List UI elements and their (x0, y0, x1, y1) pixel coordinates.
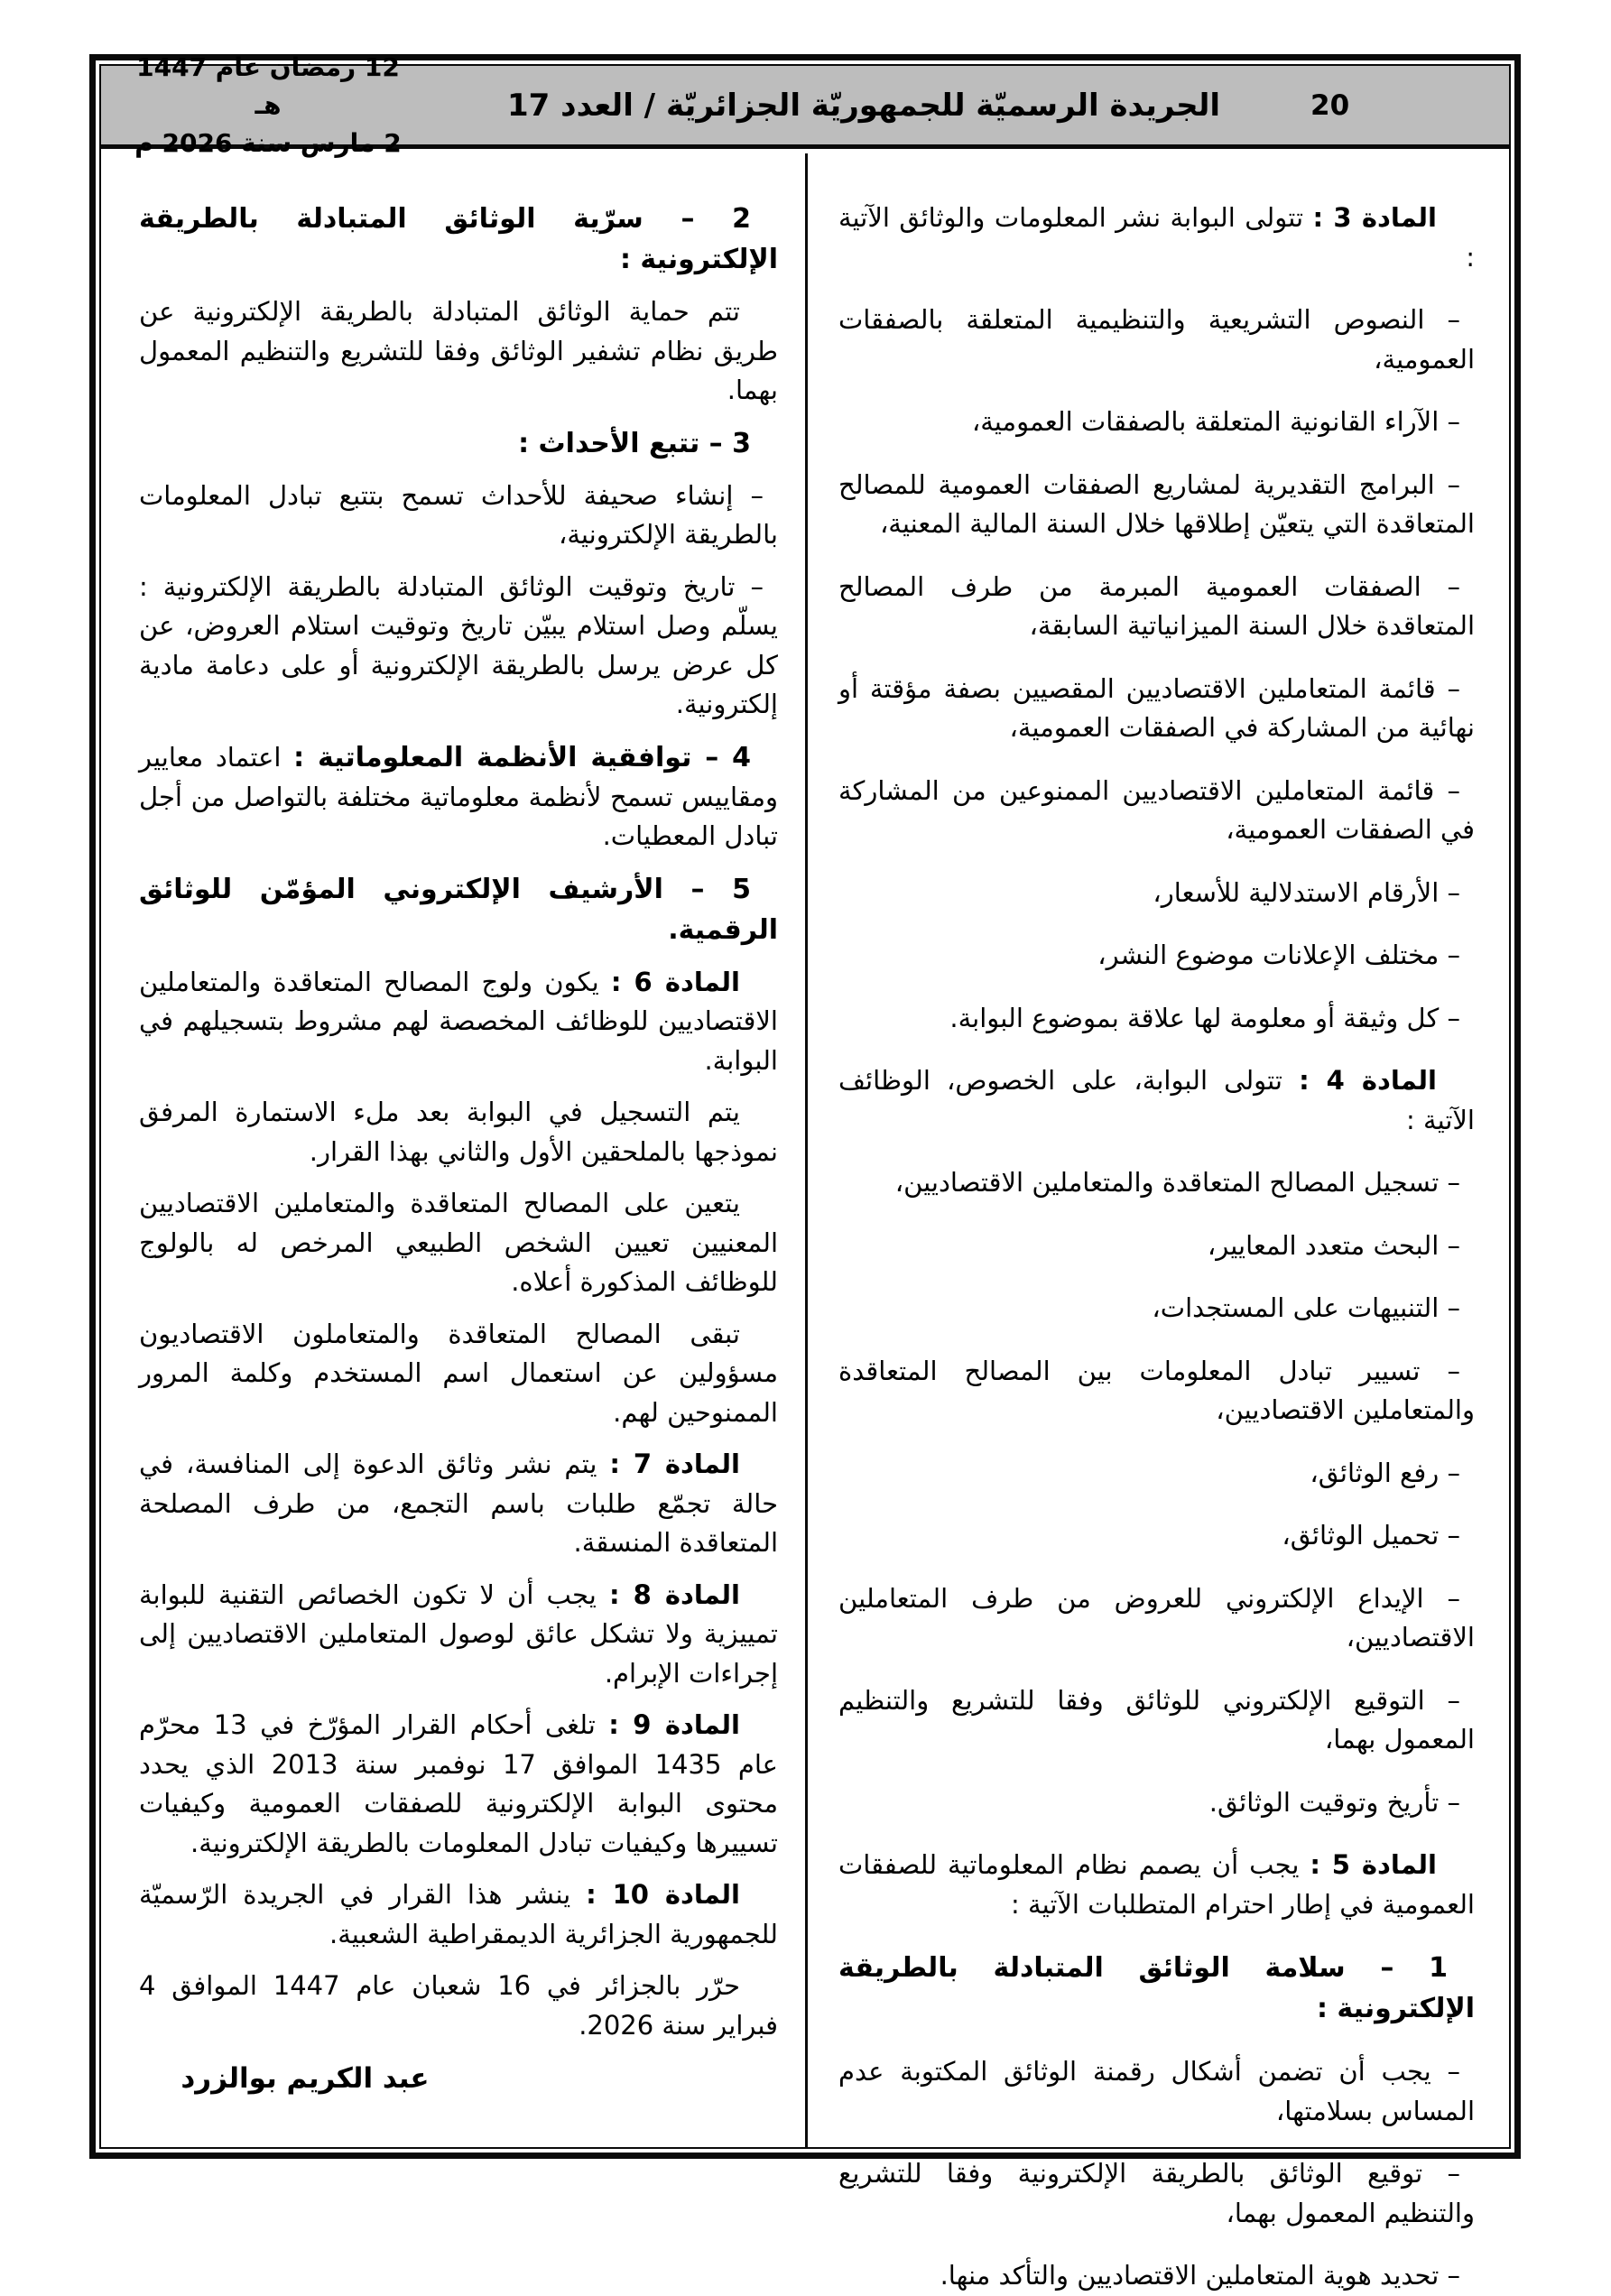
issue-dates (119, 49, 417, 162)
section-heading: 5 – الأرشيف الإلكتروني المؤمّن للوثائق الرقمية. (139, 873, 778, 946)
list-item: – الإيداع الإلكتروني للعروض من طرف المتعاملين الاقتصاديين، (838, 1582, 1475, 1653)
list-item: – قائمة المتعاملين الاقتصاديين الممنوعين من المشاركة في الصفقات العمومية، (838, 774, 1475, 845)
article-paragraph: المادة 10 : ينشر هذا القرار في الجريدة الرّسميّة للجمهورية الجزائرية الديمقراطية الشعبية. (139, 1879, 778, 1949)
article-paragraph: المادة 4 : تتولى البوابة، على الخصوص، الوظائف الآتية : (838, 1065, 1475, 1135)
list-item: – إنشاء صحيفة للأحداث تسمح بتتبع تبادل المعلومات بالطريقة الإلكترونية، (139, 479, 778, 550)
signature: عبد الكريم بوالزرد (181, 2062, 430, 2095)
list-item: – مختلف الإعلانات موضوع النشر، (1097, 940, 1460, 970)
article-paragraph: المادة 3 : تتولى البوابة نشر المعلومات والوثائق الآتية : (838, 202, 1475, 273)
list-item: – تسجيل المصالح المتعاقدة والمتعاملين الاقتصاديين، (894, 1167, 1460, 1198)
section-heading: 1 – سلامة الوثائق المتبادلة بالطريقة الإلكترونية : (838, 1952, 1475, 2024)
page-frame (89, 51, 1521, 2291)
list-item: – تسيير تبادل المعلومات بين المصالح المتعاقدة والمتعاملين الاقتصاديين، (838, 1355, 1475, 1425)
article-paragraph: المادة 9 : تلغى أحكام القرار المؤرّخ في 13 محرّم عام 1435 الموافق 17 نوفمبر سنة 2013 الذي يحدد محتوى البوابة الإلكترونية للصفقات العمومية وكيفيات تسييرها وكيفيات تبادل المعلومات بالطريقة الإلكترونية. (139, 1709, 778, 1858)
gazette-title: الجريدة الرسميّة للجمهوريّة الجزائريّة / العدد 17 (506, 87, 1220, 124)
article-label: المادة 8 : (608, 1578, 740, 1610)
article-paragraph: المادة 6 : يكون ولوج المصالح المتعاقدة والمتعاملين الاقتصاديين للوظائف المخصصة لهم مشروط بتسجيلهم في البوابة. (139, 966, 778, 1076)
article-label: المادة 3 : (1312, 202, 1437, 233)
list-item: – تحديد هوية المتعاملين الاقتصاديين والتأكد منها. (940, 2260, 1460, 2291)
column-left (101, 153, 805, 2147)
list-item: – كل وثيقة أو معلومة لها علاقة بموضوع البوابة. (949, 1002, 1460, 1033)
article-label: المادة 6 : (610, 966, 740, 997)
heading-lead: 4 – توافقية الأنظمة المعلوماتية : (293, 741, 751, 773)
list-item: – تحميل الوثائق، (1282, 1520, 1460, 1551)
paragraph: حرّر بالجزائر في 16 شعبان عام 1447 الموافق 4 فبراير سنة 2026. (139, 1970, 778, 2041)
date-hijri: 12 رمضان عام 1447 هـ (136, 51, 400, 120)
list-item: – الصفقات العمومية المبرمة من طرف المصالح المتعاقدة خلال السنة الميزانياتية السابقة، (838, 570, 1475, 641)
list-item: – رفع الوثائق، (1310, 1457, 1460, 1488)
article-label: المادة 5 : (1310, 1849, 1437, 1880)
list-item: – تأريخ وتوقيت الوثائق. (1208, 1786, 1460, 1818)
column-right (805, 153, 1509, 2291)
page-number: 20 (1310, 88, 1350, 122)
article-paragraph: المادة 7 : يتم نشر وثائق الدعوة إلى المنافسة، في حالة تجمّع طلبات باسم التجمع، من طرف المصلحة المتعاقدة المنسقة. (139, 1449, 778, 1558)
list-item: – التنبيهات على المستجدات، (1152, 1292, 1460, 1323)
list-item: – توقيع الوثائق بالطريقة الإلكترونية وفقا للتشريع والتنظيم المعمول بهما، (838, 2158, 1475, 2228)
article-label: المادة 4 : (1299, 1065, 1437, 1096)
paragraph: تبقى المصالح المتعاقدة والمتعاملون الاقتصاديون مسؤولين عن استعمال اسم المستخدم وكلمة المرور الممنوحين لهم. (139, 1318, 778, 1428)
page-body (101, 153, 1509, 2291)
paragraph: تتم حماية الوثائق المتبادلة بالطريقة الإلكترونية عن طريق نظام تشفير الوثائق وفقا للتشريع والتنظيم المعمول بهما. (139, 296, 778, 405)
page-header-band (101, 51, 1509, 158)
section-heading: 4 – توافقية الأنظمة المعلوماتية : اعتماد معايير ومقاييس تسمح لأنظمة معلوماتية مختلفة بالتواصل من أجل تبادل المعطيات. (139, 741, 778, 851)
list-item: – التوقيع الإلكتروني للوثائق وفقا للتشريع والتنظيم المعمول بهما، (838, 1684, 1475, 1754)
section-heading: 2 – سرّية الوثائق المتبادلة بالطريقة الإلكترونية : (139, 203, 778, 275)
article-label: المادة 9 : (608, 1709, 740, 1740)
list-item: – تاريخ وتوقيت الوثائق المتبادلة بالطريقة الإلكترونية : يسلّم وصل استلام يبيّن تاريخ وتوقيت استلام العروض، عن كل عرض يرسل بالطريقة الإلكترونية أو على دعامة مادية إلكترونية. (139, 570, 778, 719)
list-item: – الأرقام الاستدلالية للأسعار، (1153, 876, 1460, 908)
paragraph: يتعين على المصالح المتعاقدة والمتعاملين الاقتصاديين المعنيين تعيين الشخص الطبيعي المرخص له بالولوج للوظائف المذكورة أعلاه. (139, 1188, 778, 1297)
article-label: المادة 7 : (609, 1449, 740, 1479)
list-item: – قائمة المتعاملين الاقتصاديين المقصيين بصفة مؤقتة أو نهائية من المشاركة في الصفقات العمومية، (838, 672, 1475, 743)
list-item: – النصوص التشريعية والتنظيمية المتعلقة بالصفقات العمومية، (838, 304, 1475, 375)
list-item: – يجب أن تضمن أشكال رقمنة الوثائق المكتوبة عدم المساس بسلامتها، (838, 2056, 1475, 2126)
article-paragraph: المادة 8 : يجب أن لا تكون الخصائص التقنية للبوابة تمييزية ولا تشكل عائق لوصول المتعاملين الاقتصاديين إلى إجراءات الإبرام. (139, 1578, 778, 1689)
list-item: – البحث متعدد المعايير، (1207, 1229, 1460, 1261)
article-label: المادة 10 : (586, 1879, 740, 1910)
list-item: – الآراء القانونية المتعلقة بالصفقات العمومية، (971, 406, 1460, 437)
paragraph: يتم التسجيل في البوابة بعد ملء الاستمارة المرفق نموذجها بالملحقين الأول والثاني بهذا القرار. (139, 1097, 778, 1167)
list-item: – البرامج التقديرية لمشاريع الصفقات العمومية للمصالح المتعاقدة التي يتعيّن إطلاقها خلال السنة المالية المعنية، (838, 468, 1475, 539)
page-frame-inner (99, 51, 1511, 2291)
article-paragraph: المادة 5 : يجب أن يصمم نظام المعلوماتية للصفقات العمومية في إطار احترام المتطلبات الآتية : (838, 1849, 1475, 1920)
date-gregorian: 2 مارس سنة 2026 م (134, 127, 402, 158)
section-heading: 3 – تتبع الأحداث : (518, 427, 751, 459)
